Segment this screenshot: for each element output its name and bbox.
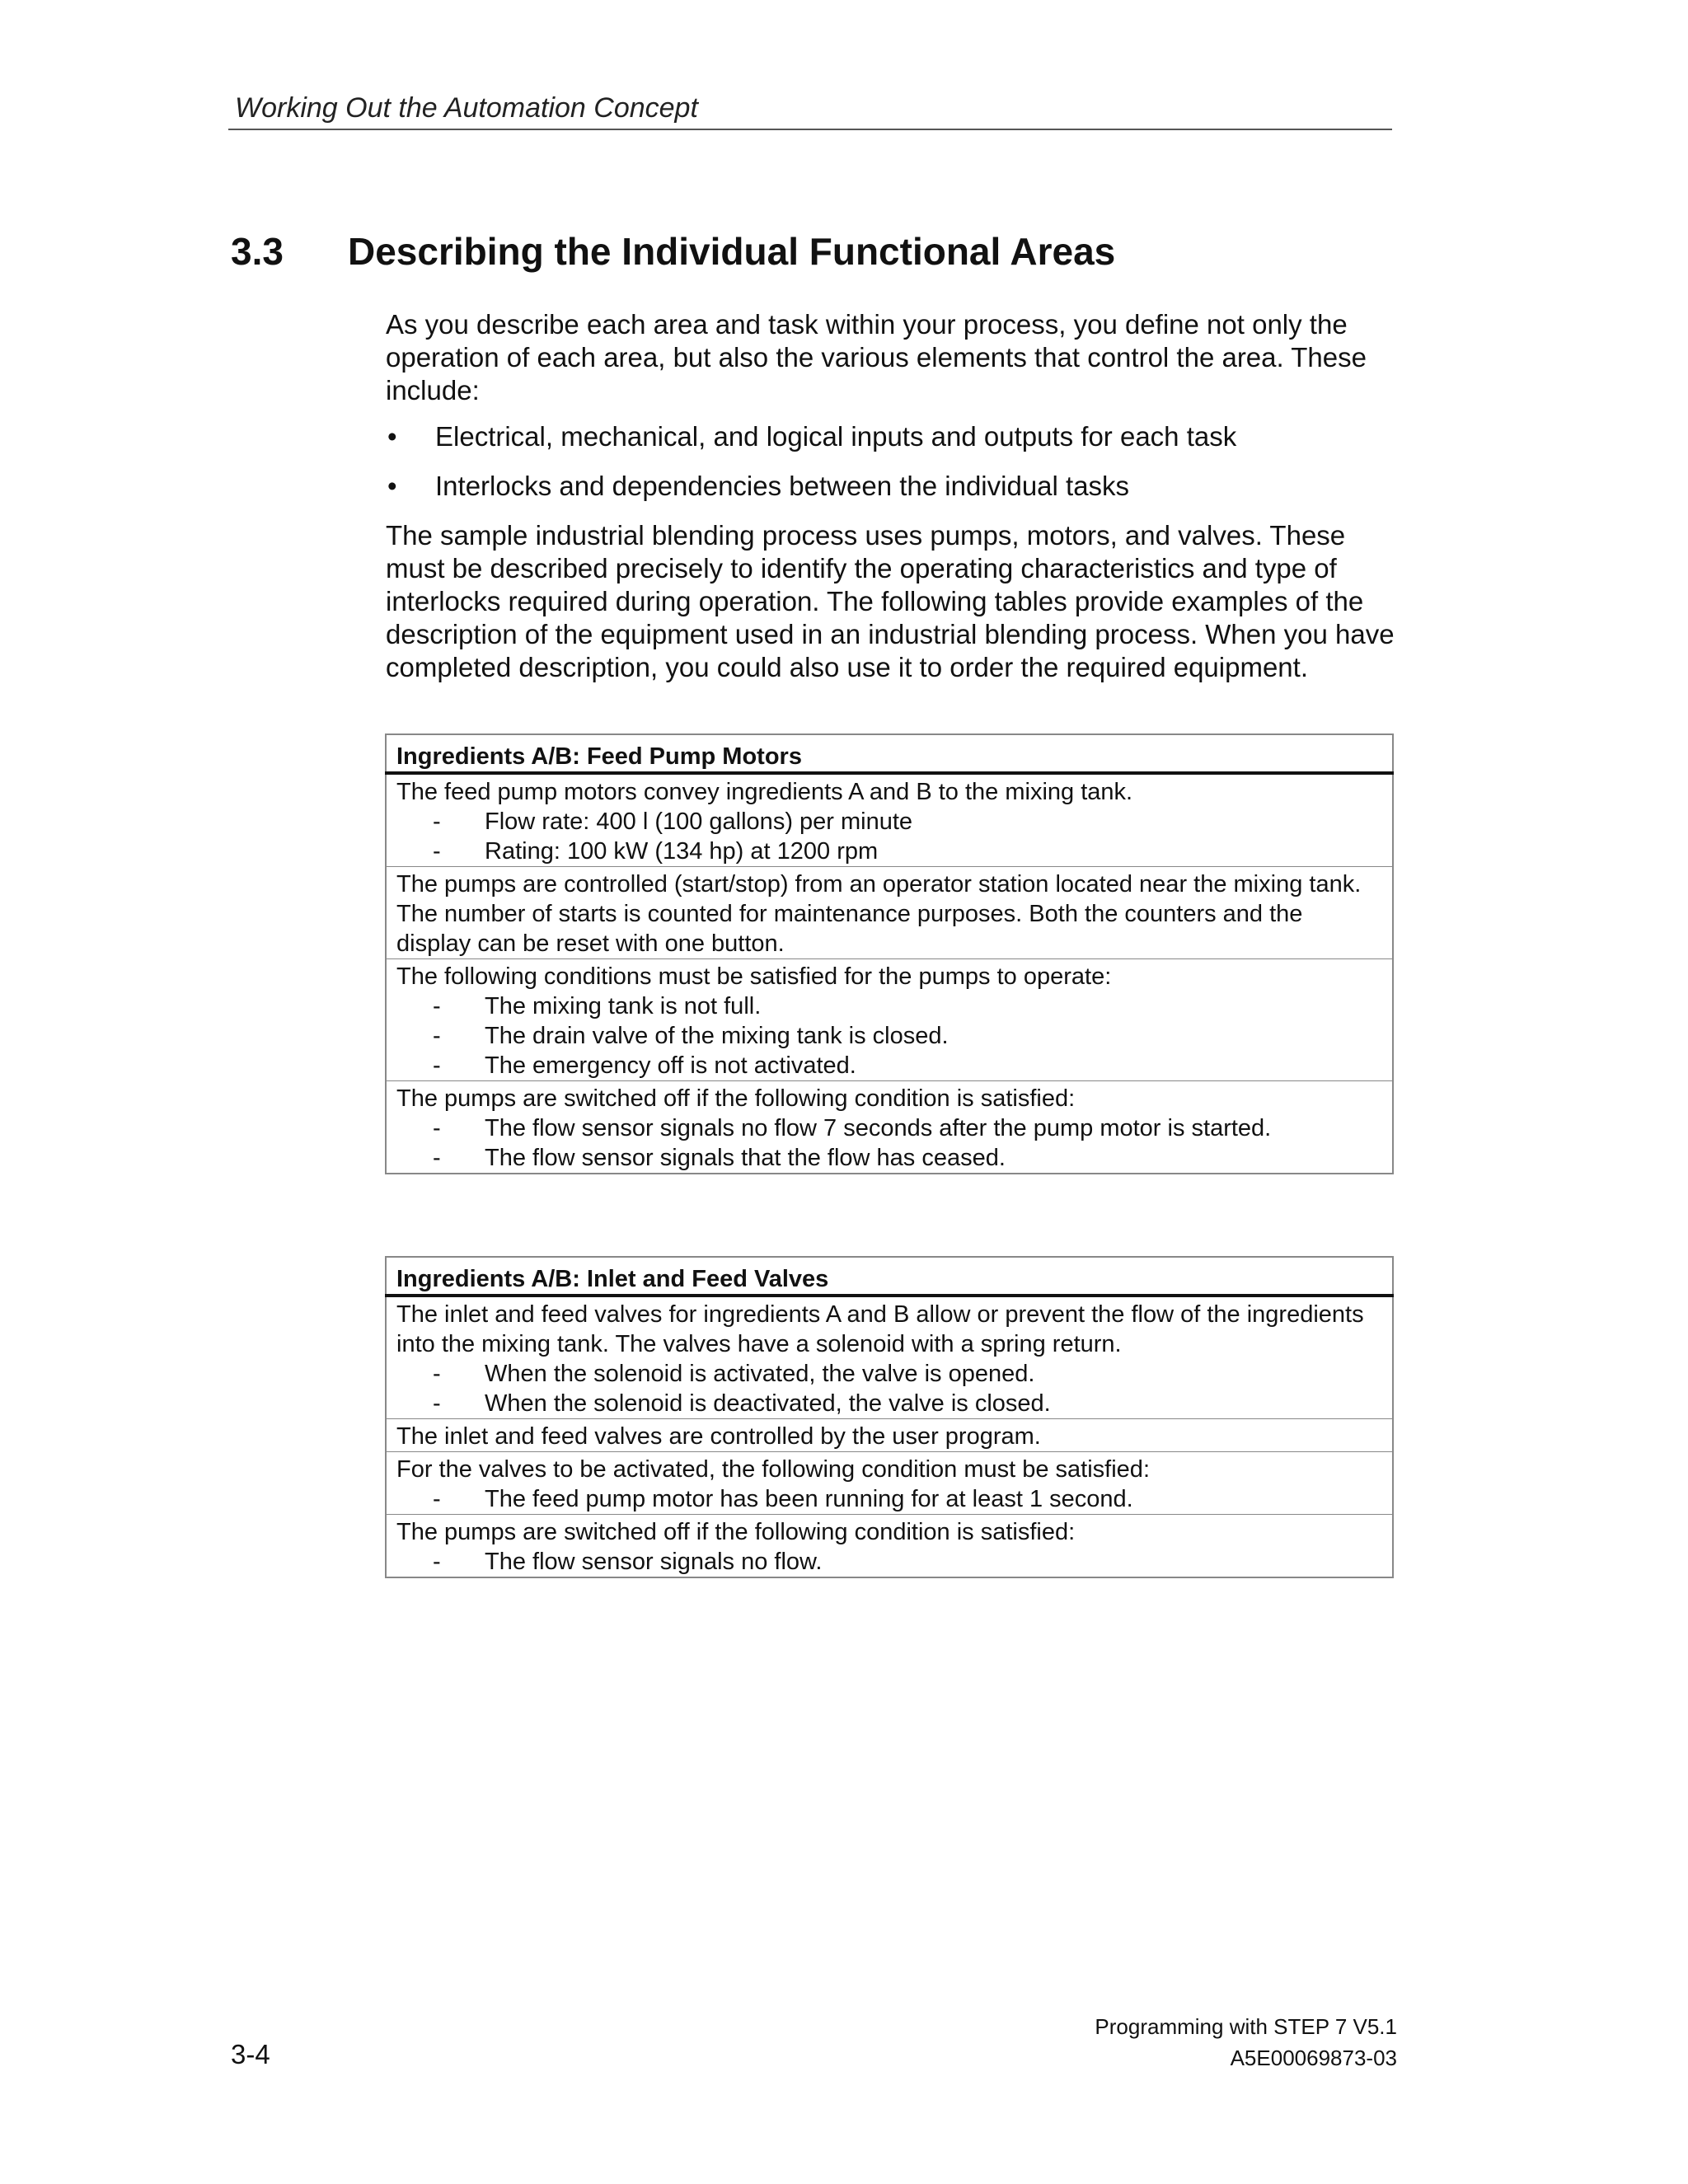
table-header: Ingredients A/B: Inlet and Feed Valves (386, 1257, 1393, 1296)
table-row (386, 1419, 1393, 1452)
dash-icon: - (433, 1052, 441, 1079)
list-item-text: The flow sensor signals no flow. (485, 1549, 823, 1575)
intro-paragraph: As you describe each area and task within your process, you define not only the operation of each area, but also the various elements that control the area. These include: (386, 309, 1367, 405)
table-row (386, 1452, 1393, 1515)
list-item (396, 1389, 1382, 1418)
dash-icon: - (433, 838, 441, 865)
section-number: 3.3 (231, 230, 284, 273)
table-row (386, 1515, 1393, 1578)
row-text: The pumps are switched off if the following condition is satisfied: (396, 1519, 1076, 1545)
list-item (396, 1484, 1382, 1514)
dash-icon: - (433, 1023, 441, 1049)
dash-icon: - (433, 1115, 441, 1141)
list-item (396, 991, 1382, 1021)
manual-title: Programming with STEP 7 V5.1 (1095, 2014, 1397, 2039)
sample-process-paragraph: The sample industrial blending process uses pumps, motors, and valves. These must be described precisely to identify the operating characteristics and type of interlocks required during operation. The following tables provide examples of the description of the equipment used in an industrial blending process. When you have completed description, you could also use it to order the required equipment. (386, 520, 1395, 682)
running-header-title: Working Out the Automation Concept (235, 92, 698, 124)
list-item-text: When the solenoid is activated, the valve is opened. (485, 1361, 1035, 1387)
running-header (228, 89, 1392, 130)
row-text: The pumps are controlled (start/stop) from an operator station located near the mixing tank. The number of starts is counted for maintenance purposes. Both the counters and the display can be reset with one button. (396, 871, 1362, 957)
bullet-text: Electrical, mechanical, and logical inputs and outputs for each task (435, 421, 1237, 452)
list-item-text: The emergency off is not activated. (485, 1052, 856, 1079)
section-heading (231, 229, 1393, 279)
table-row (386, 773, 1393, 867)
feed-pump-motors-table (385, 733, 1394, 1174)
row-text: The feed pump motors convey ingredients A and B to the mixing tank. (396, 779, 1133, 805)
dash-icon: - (433, 808, 441, 835)
list-item-text: The mixing tank is not full. (485, 993, 762, 1019)
inlet-feed-valves-table (385, 1256, 1394, 1578)
list-item-text: When the solenoid is deactivated, the valve is closed. (485, 1390, 1051, 1417)
row-text: The inlet and feed valves are controlled by the user program. (396, 1423, 1041, 1450)
row-text: The inlet and feed valves for ingredients A and B allow or prevent the flow of the ingredients into the mixing tank. The valves have a solenoid with a spring return. (396, 1301, 1364, 1357)
row-text: The pumps are switched off if the following condition is satisfied: (396, 1085, 1076, 1112)
bullet-icon: • (387, 421, 397, 452)
dash-icon: - (433, 1145, 441, 1171)
bullet-item (386, 420, 1400, 453)
list-item (396, 1547, 1382, 1577)
dash-icon: - (433, 1390, 441, 1417)
document-number: A5E00069873-03 (1230, 2046, 1397, 2070)
bullet-item (386, 470, 1400, 503)
dash-icon: - (433, 1361, 441, 1387)
list-item-text: Flow rate: 400 l (100 gallons) per minute (485, 808, 913, 835)
table-row (386, 1081, 1393, 1174)
list-item-text: The drain valve of the mixing tank is closed. (485, 1023, 949, 1049)
table-row (386, 867, 1393, 959)
list-item-text: The feed pump motor has been running for at least 1 second. (485, 1486, 1133, 1512)
list-item (396, 1113, 1382, 1143)
footer-info (1095, 2011, 1397, 2074)
table-row (386, 959, 1393, 1081)
bullet-icon: • (387, 471, 397, 501)
list-item (396, 1359, 1382, 1389)
list-item (396, 837, 1382, 866)
list-item (396, 1143, 1382, 1173)
bullet-list (386, 420, 1400, 519)
list-item (396, 807, 1382, 837)
list-item (396, 1021, 1382, 1051)
row-text: The following conditions must be satisfied for the pumps to operate: (396, 963, 1112, 990)
page-number: 3-4 (231, 2039, 270, 2069)
dash-icon: - (433, 1549, 441, 1575)
dash-icon: - (433, 1486, 441, 1512)
row-text: For the valves to be activated, the following condition must be satisfied: (396, 1456, 1150, 1483)
table-header: Ingredients A/B: Feed Pump Motors (386, 734, 1393, 773)
list-item-text: The flow sensor signals that the flow has ceased. (485, 1145, 1006, 1171)
bullet-text: Interlocks and dependencies between the individual tasks (435, 471, 1130, 501)
dash-icon: - (433, 993, 441, 1019)
list-item (396, 1051, 1382, 1080)
list-item-text: Rating: 100 kW (134 hp) at 1200 rpm (485, 838, 879, 865)
list-item-text: The flow sensor signals no flow 7 seconds after the pump motor is started. (485, 1115, 1272, 1141)
table-row (386, 1296, 1393, 1419)
section-title: Describing the Individual Functional Areas (348, 230, 1116, 273)
